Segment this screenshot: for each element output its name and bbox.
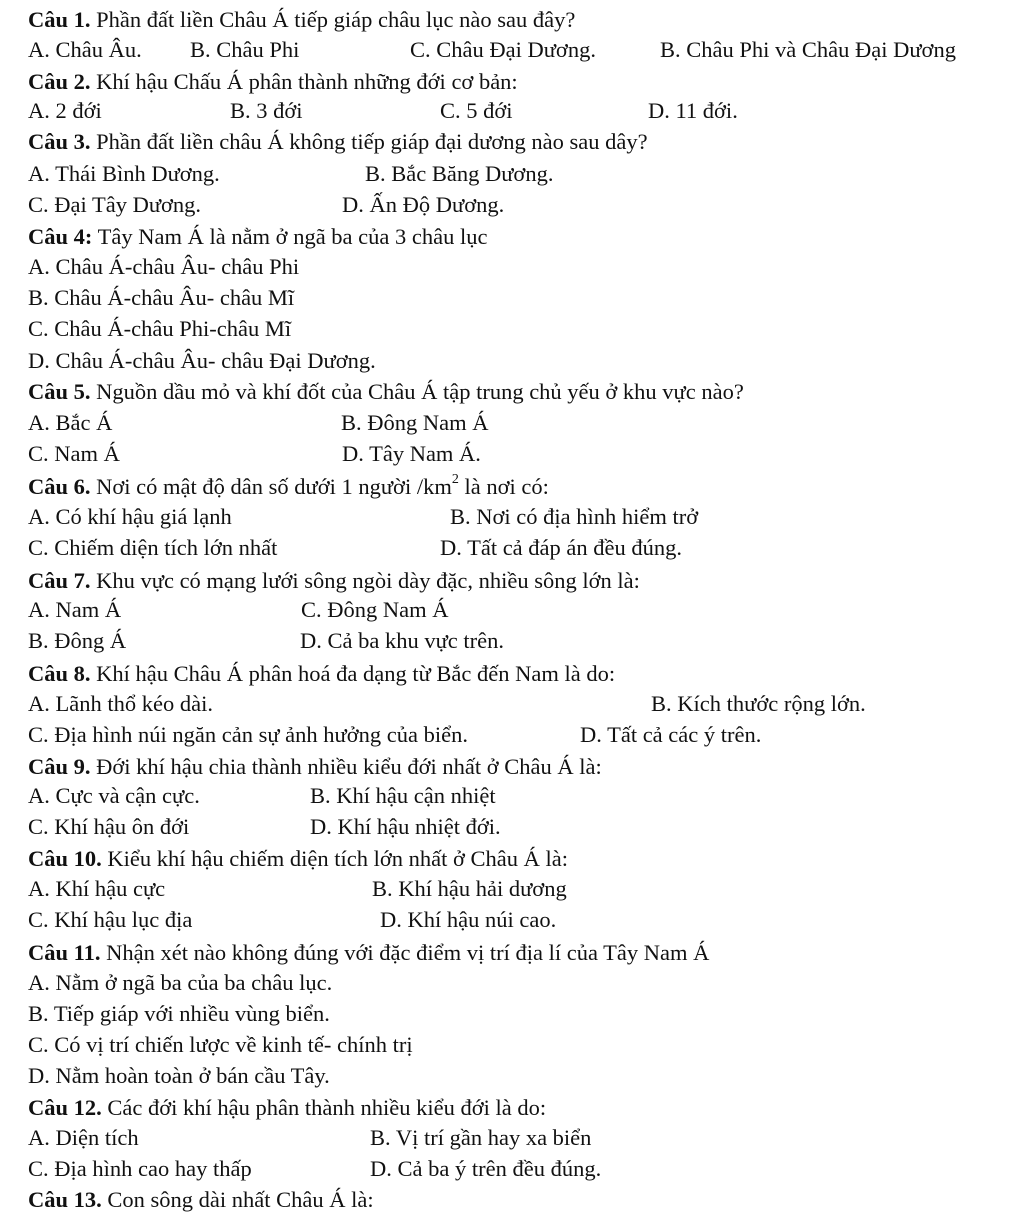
answer-line: [0, 904, 1024, 935]
answer-option: A. Lãnh thổ kéo dài.: [28, 691, 213, 716]
answer-line: [0, 532, 1024, 563]
question-number: Câu 8.: [28, 661, 91, 686]
question-number: Câu 9.: [28, 754, 91, 779]
question-text: Con sông dài nhất Châu Á là:: [101, 1187, 374, 1212]
answer-option: C. 5 đới: [440, 98, 513, 123]
answer-option: D. Tây Nam Á.: [342, 441, 481, 466]
question-line: [0, 4, 1024, 35]
answer-line: [0, 1060, 1024, 1091]
question-text: Tây Nam Á là nằm ở ngã ba của 3 châu lục: [92, 224, 488, 249]
answer-option: B. Châu Á-châu Âu- châu Mĩ: [28, 285, 295, 310]
answer-line: [0, 95, 1024, 126]
answer-option: D. Khí hậu nhiệt đới.: [310, 814, 501, 839]
answer-option: B. Khí hậu cận nhiệt: [310, 783, 496, 808]
question-text: Nguồn dầu mỏ và khí đốt của Châu Á tập trung chủ yếu ở khu vực nào?: [90, 379, 744, 404]
answer-line: [0, 501, 1024, 532]
answer-line: [0, 625, 1024, 656]
answer-option: A. Nằm ở ngã ba của ba châu lục.: [28, 970, 333, 995]
question-number: Câu 6.: [28, 474, 91, 499]
question-number: Câu 5.: [28, 379, 91, 404]
answer-option: C. Nam Á: [28, 441, 120, 466]
answer-option: C. Địa hình cao hay thấp: [28, 1156, 252, 1181]
question-text: Đới khí hậu chia thành nhiều kiểu đới nhất ở Châu Á là:: [90, 754, 602, 779]
answer-option: A. Khí hậu cực: [28, 876, 166, 901]
answer-option: A. Châu Âu.: [28, 37, 142, 62]
answer-option: A. Bắc Á: [28, 410, 113, 435]
answer-option: B. Vị trí gần hay xa biển: [370, 1125, 592, 1150]
question-line: [0, 66, 1024, 97]
answer-option: B. Châu Phi: [190, 37, 300, 62]
question-text: Khí hậu Châu Á phân hoá đa dạng từ Bắc đến Nam là do:: [90, 661, 616, 686]
question-line: [0, 1184, 1024, 1215]
answer-option: D. Khí hậu núi cao.: [380, 907, 557, 932]
question-text: Các đới khí hậu phân thành nhiều kiểu đới là do:: [101, 1095, 547, 1120]
answer-option: D. Tất cả đáp án đều đúng.: [440, 535, 683, 560]
answer-line: [0, 688, 1024, 719]
answer-option: B. Nơi có địa hình hiểm trở: [450, 504, 699, 529]
answer-line: [0, 998, 1024, 1029]
answer-option: D. Ấn Độ Dương.: [342, 192, 505, 217]
answer-option: B. 3 đới: [230, 98, 303, 123]
question-line: [0, 565, 1024, 596]
question-text: Nhận xét nào không đúng với đặc điểm vị trí địa lí của Tây Nam Á: [100, 940, 710, 965]
answer-line: [0, 594, 1024, 625]
answer-option: D. 11 đới.: [648, 98, 738, 123]
answer-line: [0, 313, 1024, 344]
question-text: Phần đất liền Châu Á tiếp giáp châu lục nào sau đây?: [90, 7, 576, 32]
answer-option: A. Châu Á-châu Âu- châu Phi: [28, 254, 300, 279]
answer-option: B. Kích thước rộng lớn.: [651, 691, 866, 716]
answer-line: [0, 967, 1024, 998]
question-number: Câu 2.: [28, 69, 91, 94]
answer-line: [0, 251, 1024, 282]
question-line: [0, 376, 1024, 407]
question-text: Phần đất liền châu Á không tiếp giáp đại dương nào sau dây?: [90, 129, 648, 154]
question-line: [0, 221, 1024, 252]
answer-option: C. Châu Á-châu Phi-châu Mĩ: [28, 316, 292, 341]
answer-option: A. Cực và cận cực.: [28, 783, 200, 808]
question-number: Câu 11.: [28, 940, 101, 965]
question-number: Câu 7.: [28, 568, 91, 593]
answer-option: C. Đông Nam Á: [301, 597, 449, 622]
answer-line: [0, 1029, 1024, 1060]
answer-option: C. Châu Đại Dương.: [410, 37, 596, 62]
question-line: [0, 937, 1024, 968]
answer-option: C. Khí hậu lục địa: [28, 907, 193, 932]
answer-line: [0, 1122, 1024, 1153]
question-text: Khí hậu Chấu Á phân thành những đới cơ bản:: [90, 69, 518, 94]
answer-line: [0, 158, 1024, 189]
question-number: Câu 3.: [28, 129, 91, 154]
answer-line: [0, 282, 1024, 313]
answer-option: D. Châu Á-châu Âu- châu Đại Dương.: [28, 348, 376, 373]
answer-option: D. Tất cả các ý trên.: [580, 722, 762, 747]
answer-option: C. Đại Tây Dương.: [28, 192, 202, 217]
question-line: [0, 471, 1024, 502]
answer-line: [0, 1153, 1024, 1184]
answer-option: D. Cả ba khu vực trên.: [300, 628, 505, 653]
answer-option: D. Cả ba ý trên đều đúng.: [370, 1156, 602, 1181]
question-number: Câu 10.: [28, 846, 102, 871]
question-text: Khu vực có mạng lưới sông ngòi dày đặc, nhiều sông lớn là:: [90, 568, 640, 593]
answer-line: [0, 873, 1024, 904]
answer-option: A. Nam Á: [28, 597, 122, 622]
answer-line: [0, 811, 1024, 842]
question-text: Nơi có mật độ dân số dưới 1 người /km: [90, 474, 452, 499]
question-line: [0, 126, 1024, 157]
answer-option: C. Chiếm diện tích lớn nhất: [28, 535, 278, 560]
answer-option: A. 2 đới: [28, 98, 102, 123]
question-text: Kiểu khí hậu chiếm diện tích lớn nhất ở Châu Á là:: [101, 846, 568, 871]
answer-option: B. Tiếp giáp với nhiều vùng biển.: [28, 1001, 330, 1026]
answer-line: [0, 780, 1024, 811]
answer-line: [0, 34, 1024, 65]
answer-option: C. Địa hình núi ngăn cản sự ảnh hưởng của biển.: [28, 722, 468, 747]
answer-option: B. Bắc Băng Dương.: [365, 161, 554, 186]
question-line: [0, 658, 1024, 689]
answer-option: C. Có vị trí chiến lược về kinh tế- chính trị: [28, 1032, 413, 1057]
question-number: Câu 4:: [28, 224, 93, 249]
answer-option: D. Nằm hoàn toàn ở bán cầu Tây.: [28, 1063, 330, 1088]
answer-option: A. Thái Bình Dương.: [28, 161, 220, 186]
answer-option: B. Đông Á: [28, 628, 127, 653]
superscript: 2: [451, 472, 459, 487]
question-line: [0, 1092, 1024, 1123]
question-number: Câu 12.: [28, 1095, 102, 1120]
question-line: [0, 751, 1024, 782]
question-number: Câu 1.: [28, 7, 91, 32]
answer-option: B. Khí hậu hải dương: [372, 876, 567, 901]
answer-option: B. Đông Nam Á: [341, 410, 489, 435]
answer-option: A. Có khí hậu giá lạnh: [28, 504, 232, 529]
question-text-end: là nơi có:: [458, 474, 549, 499]
answer-option: A. Diện tích: [28, 1125, 139, 1150]
answer-line: [0, 407, 1024, 438]
answer-option: C. Khí hậu ôn đới: [28, 814, 190, 839]
answer-line: [0, 345, 1024, 376]
question-line: [0, 843, 1024, 874]
question-number: Câu 13.: [28, 1187, 102, 1212]
answer-line: [0, 719, 1024, 750]
answer-line: [0, 189, 1024, 220]
answer-option: B. Châu Phi và Châu Đại Dương: [660, 37, 956, 62]
answer-line: [0, 438, 1024, 469]
